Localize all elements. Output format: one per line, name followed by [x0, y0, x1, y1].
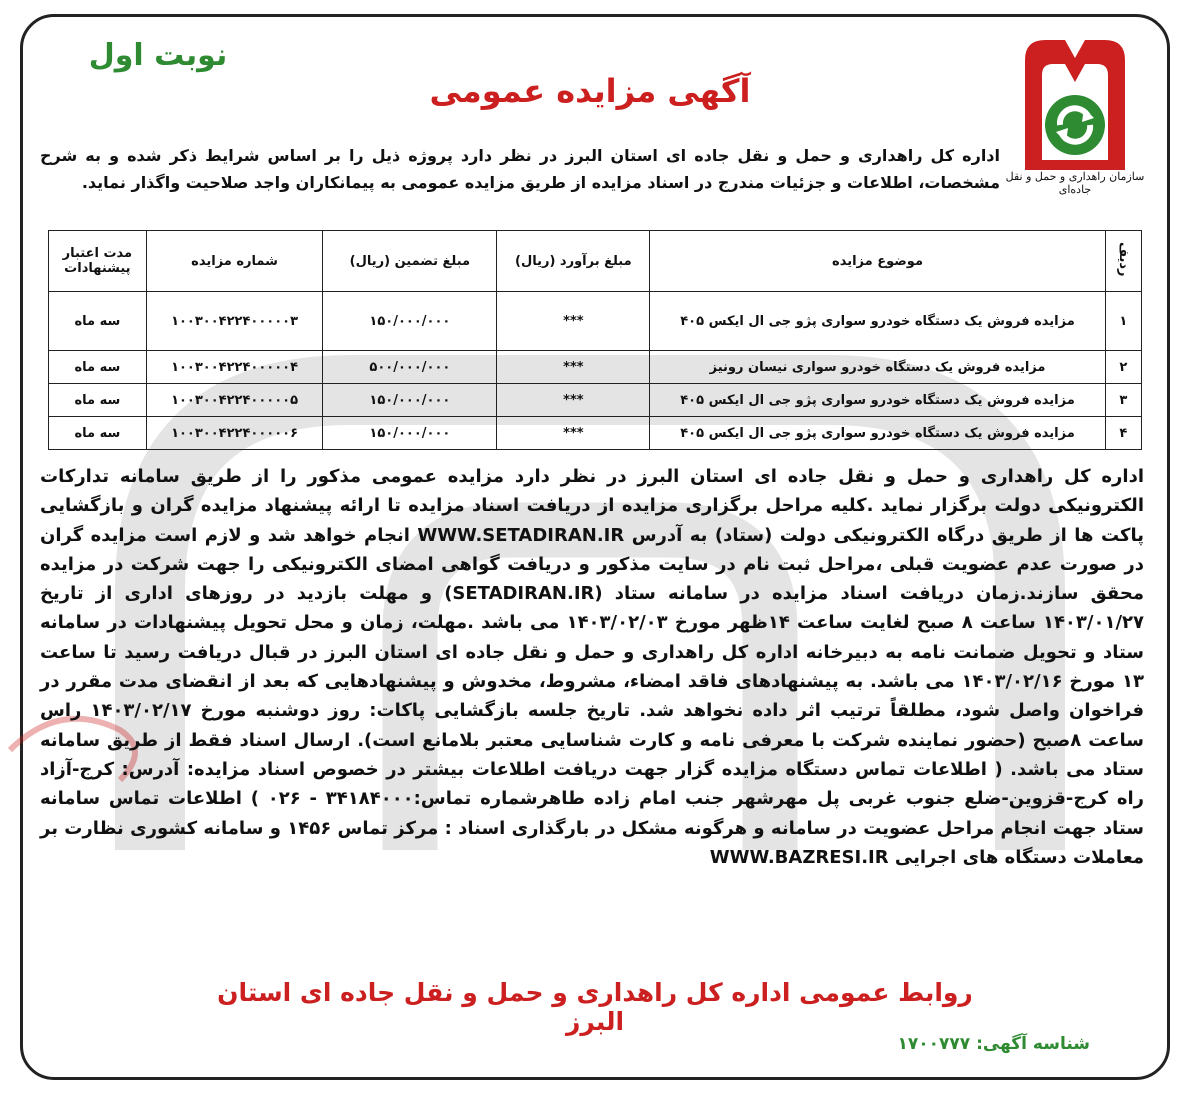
cell-auction-number: ۱۰۰۳۰۰۴۲۲۴۰۰۰۰۰۴: [146, 351, 323, 384]
header-subject: موضوع مزایده: [650, 231, 1105, 292]
cell-estimate: ***: [497, 384, 650, 417]
publication-turn-label: نوبت اول: [88, 38, 228, 73]
auction-table: [48, 230, 1142, 450]
table-row: [49, 292, 1142, 351]
header-row-number: ردیف: [1105, 231, 1141, 292]
cell-subject: مزایده فروش یک دستگاه خودرو سواری پژو جی ال ایکس ۴۰۵: [650, 417, 1105, 450]
cell-auction-number: ۱۰۰۳۰۰۴۲۲۴۰۰۰۰۰۵: [146, 384, 323, 417]
cell-validity: سه ماه: [49, 292, 147, 351]
cell-subject: مزایده فروش یک دستگاه خودرو سواری پژو جی ال ایکس ۴۰۵: [650, 292, 1105, 351]
cell-guarantee: ۱۵۰/۰۰۰/۰۰۰: [323, 292, 497, 351]
cell-row-number: ۴: [1105, 417, 1141, 450]
cell-estimate: ***: [497, 417, 650, 450]
table-header-row: [49, 231, 1142, 292]
cell-guarantee: ۱۵۰/۰۰۰/۰۰۰: [323, 417, 497, 450]
organization-logo-icon: [1010, 30, 1140, 190]
public-relations-signature: روابط عمومی اداره کل راهداری و حمل و نقل جاده ای استان البرز: [217, 978, 973, 1036]
ad-identifier: شناسه آگهی: ۱۷۰۰۷۷۷: [897, 1034, 1090, 1054]
table-row: [49, 384, 1142, 417]
cell-estimate: ***: [497, 292, 650, 351]
cell-row-number: ۱: [1105, 292, 1141, 351]
cell-guarantee: ۱۵۰/۰۰۰/۰۰۰: [323, 384, 497, 417]
cell-subject: مزایده فروش یک دستگاه خودرو سواری پژو جی ال ایکس ۴۰۵: [650, 384, 1105, 417]
intro-paragraph: اداره کل راهداری و حمل و نقل جاده ای استان البرز در نظر دارد پروژه ذیل را بر اساس شرایط ذکر شده و به شرح مشخصات، اطلاعات و جزئیات مندرج در اسناد مزایده از طریق مزایده عمومی به پیمانکاران واجد صلاحیت واگذار نماید.: [40, 146, 1000, 192]
cell-row-number: ۳: [1105, 384, 1141, 417]
header-guarantee: مبلغ تضمین (ریال): [323, 231, 497, 292]
cell-row-number: ۲: [1105, 351, 1141, 384]
cell-subject: مزایده فروش یک دستگاه خودرو سواری نیسان رونیز: [650, 351, 1105, 384]
notice-body-paragraph: اداره کل راهداری و حمل و نقل جاده ای استان البرز در نظر دارد مزایده عمومی مذکور را از طریق سامانه تدارکات الکترونیکی دولت برگزار نماید .کلیه مراحل برگزاری مزایده از دریافت اسناد مزایده تا ارائه پیشنهاد مزایده گران و بازگشایی پاکت ها از طریق درگاه الکترونیکی دولت (ستاد) به آدرس WWW.SETADIRAN.IR انجام خواهد شد و لازم است مزایده گران در صورت عدم عضویت قبلی ،مراحل ثبت نام در سایت مذکور و دریافت گواهی امضای الکترونیکی را جهت شرکت در مزایده محقق سازند.زمان دریافت اسناد مزایده در سامانه ستاد (SETADIRAN.IR) و مهلت بازدید در روزهای اداری از تاریخ ۱۴۰۳/۰۱/۲۷ ساعت ۸ صبح لغایت ساعت ۱۴ظهر مورخ ۱۴۰۳/۰۲/۰۳ می باشد .مهلت، زمان و محل تحویل پیشنهادات در سامانه ستاد و تحویل ضمانت نامه به دبیرخانه اداره کل راهداری و حمل و نقل جاده ای استان البرز در قبال دریافت رسید تا ساعت ۱۳ مورخ ۱۴۰۳/۰۲/۱۶ می باشد. به پیشنهادهای فاقد امضاء، مشروط، مخدوش و پیشنهادهایی که بعد از انقضای مدت مقرر در فراخوان واصل شود، مطلقاً ترتیب اثر داده نخواهد شد. تاریخ جلسه بازگشایی پاکات: روز دوشنبه مورخ ۱۴۰۳/۰۲/۱۷ راس ساعت ۸صبح (حضور نماینده شرکت با معرفی نامه و کارت شناسایی معتبر بلامانع است). ارسال اسناد فقط از طریق سامانه ستاد می باشد. ( اطلاعات تماس دستگاه مزایده گزار جهت دریافت اطلاعات بیشتر در خصوص اسناد مزایده: آدرس: کرج-آزاد راه کرج-قزوین-ضلع جنوب غربی پل مهرشهر جنب امام زاده طاهرشماره تماس:۳۴۱۸۴۰۰۰ - ۰۲۶ ) اطلاعات تماس سامانه ستاد جهت انجام مراحل عضویت در سامانه و هرگونه مشکل در بارگذاری اسناد : مرکز تماس ۱۴۵۶ و سامانه کشوری نظارت بر معاملات دستگاه های اجرایی WWW.BAZRESI.IR: [40, 466, 1145, 868]
cell-validity: سه ماه: [49, 417, 147, 450]
cell-auction-number: ۱۰۰۳۰۰۴۲۲۴۰۰۰۰۰۶: [146, 417, 323, 450]
header-estimate: مبلغ برآورد (ریال): [497, 231, 650, 292]
cell-guarantee: ۵۰۰/۰۰۰/۰۰۰: [323, 351, 497, 384]
header-validity: مدت اعتبار پیشنهادات: [49, 231, 147, 292]
cell-estimate: ***: [497, 351, 650, 384]
logo-caption: سازمان راهداری و حمل و نقل جاده‌ای: [1005, 170, 1145, 196]
header-auction-number: شماره مزایده: [146, 231, 323, 292]
table-row: [49, 417, 1142, 450]
cell-auction-number: ۱۰۰۳۰۰۴۲۲۴۰۰۰۰۰۳: [146, 292, 323, 351]
cell-validity: سه ماه: [49, 384, 147, 417]
table-row: [49, 351, 1142, 384]
cell-validity: سه ماه: [49, 351, 147, 384]
notice-title: آگهی مزایده عمومی: [429, 72, 751, 110]
